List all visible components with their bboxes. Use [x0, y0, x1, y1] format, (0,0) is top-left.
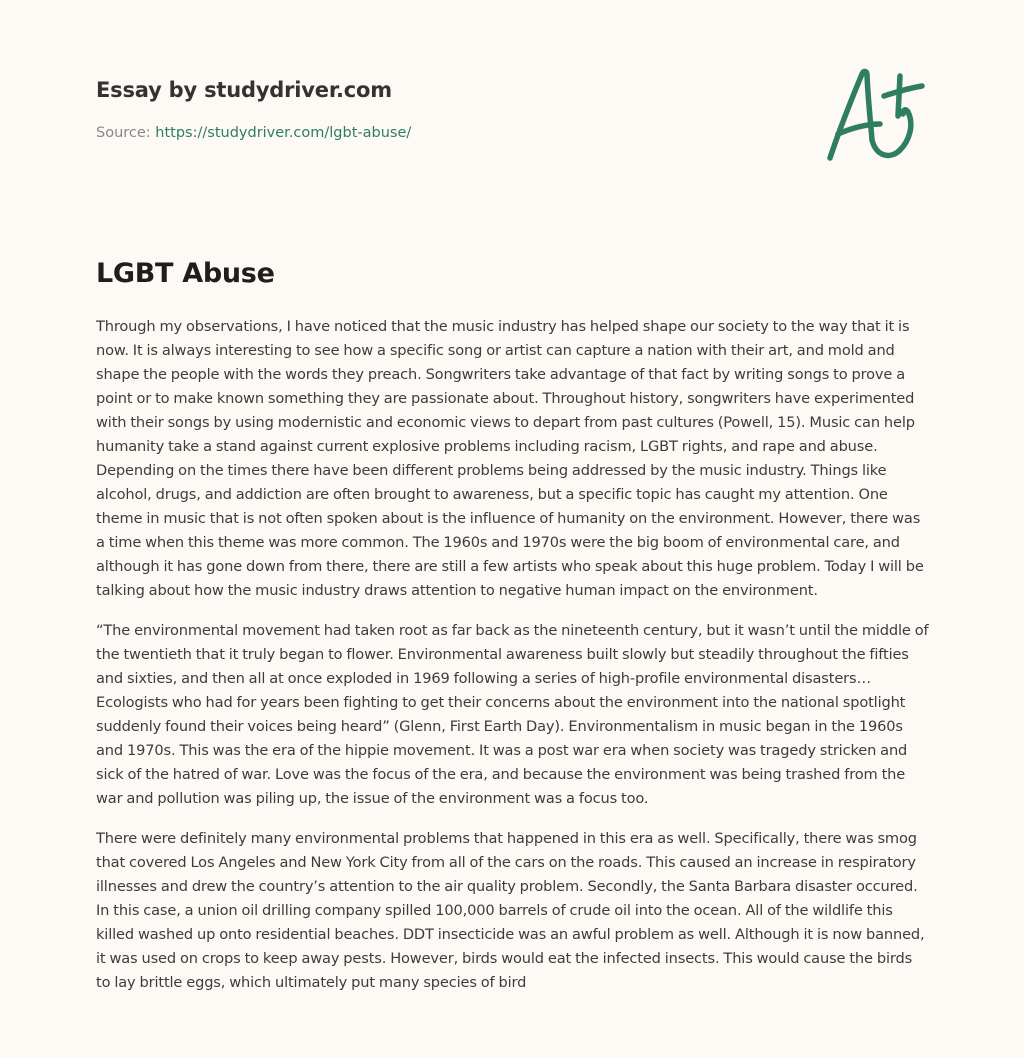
essay-body — [96, 315, 930, 1011]
essay-title: LGBT Abuse — [96, 258, 275, 289]
essay-paragraph: Through my observations, I have noticed that the music industry has helped shape our society to the way that it is now. It is always interesting to see how a specific song or artist can capture a nation with their art, and mold and shape the people with the words they preach. Songwriters take advantage of that fact by writing songs to prove a point or to make known something they are passionate about. Throughout history, songwriters have experimented with their songs by using modernistic and economic views to depart from past cultures (Powell, 15). Music can help humanity take a stand against current explosive problems including racism, LGBT rights, and rape and abuse. Depending on the times there have been different problems being addressed by the music industry. Things like alcohol, drugs, and addiction are often brought to awareness, but a specific topic has caught my attention. One theme in music that is not often spoken about is the influence of humanity on the environment. However, there was a time when this theme was more common. The 1960s and 1970s were the big boom of environmental care, and although it has gone down from there, there are still a few artists who speak about this huge problem. Today I will be talking about how the music industry draws attention to negative human impact on the environment. — [96, 318, 924, 599]
essay-paragraph: There were definitely many environmental problems that happened in this era as well. Specifically, there was smog that covered Los Angeles and New York City from all of the cars on the roads. This caused an increase in respiratory illnesses and drew the country’s attention to the air quality problem. Secondly, the Santa Barbara disaster occured. In this case, a union oil drilling company spilled 100,000 barrels of crude oil into the ocean. All of the wildlife this killed washed up onto residential beaches. DDT insecticide was an awful problem as well. Although it is now banned, it was used on crops to keep away pests. However, birds would eat the infected insects. This would cause the birds to lay brittle eggs, which ultimately put many species of bird — [96, 830, 925, 991]
page-header — [96, 74, 936, 141]
source-link[interactable]: https://studydriver.com/lgbt-abuse/ — [155, 125, 412, 141]
site-title: Essay by studydriver.com — [96, 78, 392, 102]
source-line — [96, 122, 411, 144]
a-plus-grade-icon — [818, 64, 930, 168]
source-label: Source: — [96, 125, 156, 141]
essay-paragraph: “The environmental movement had taken root as far back as the nineteenth century, but it wasn’t until the middle of the twentieth that it truly began to flower. Environmental awareness built slowly but steadily throughout the fifties and sixties, and then all at once exploded in 1969 following a series of high-profile environmental disasters… Ecologists who had for years been fighting to get their concerns about the environment into the national spotlight suddenly found their voices being heard” (Glenn, First Earth Day). Environmentalism in music began in the 1960s and 1970s. This was the era of the hippie movement. It was a post war era when society was tragedy stricken and sick of the hatred of war. Love was the focus of the era, and because the environment was being trashed from the war and pollution was piling up, the issue of the environment was a focus too. — [96, 622, 929, 807]
